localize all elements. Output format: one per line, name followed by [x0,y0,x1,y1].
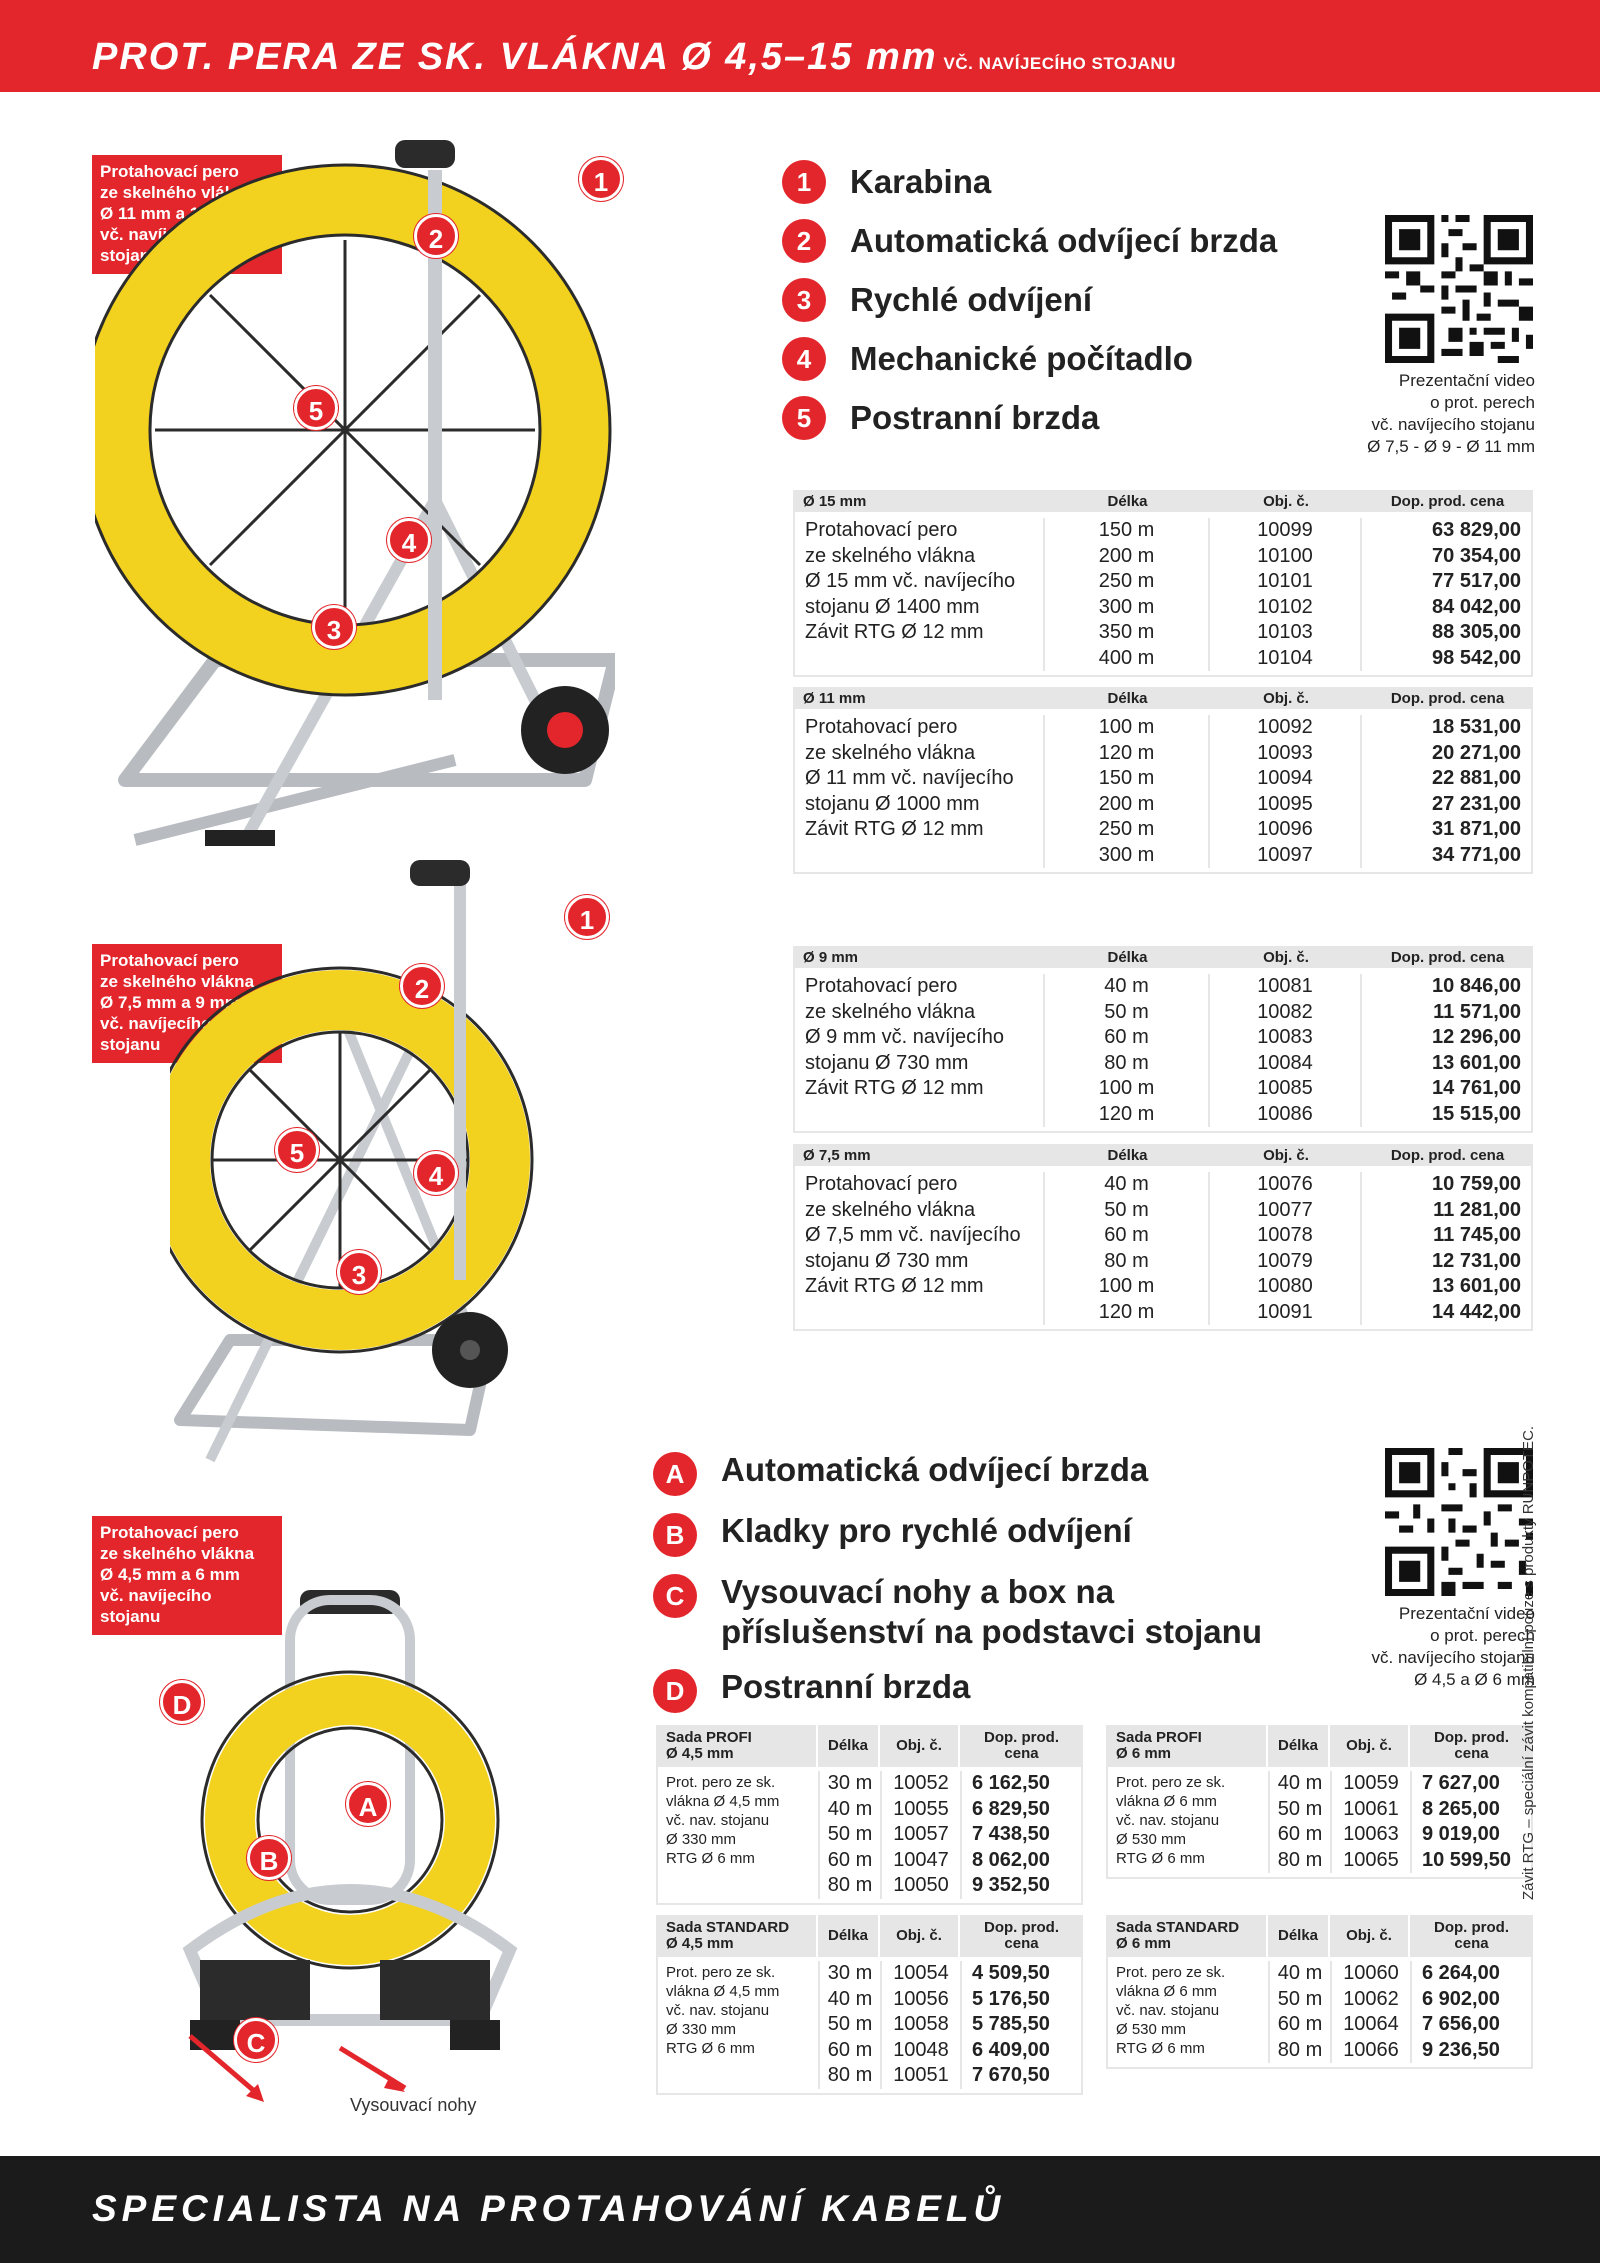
table-cell: 50 m [827,1823,873,1845]
feature-letter: B [653,1513,697,1557]
table-cell: 10084 [1257,1051,1313,1074]
feature-item [782,388,1277,447]
table-cell: Ø 9 mm vč. navíjecího [805,1026,1004,1048]
feature-text: Automatická odvíjecí brzda [850,221,1278,259]
table-cell: 7 670,50 [972,2064,1050,2086]
table-cell: 200 m [1098,544,1155,567]
table-cell: 100 m [1098,1077,1155,1099]
badge-large-1: 1 [579,157,623,201]
table-cell: 80 m [1277,1848,1323,1871]
table-cell: 50 m [1104,1000,1149,1023]
table-cell [795,843,1043,869]
table-cell: 10076 [1257,1173,1313,1195]
feature-letter: D [653,1669,697,1713]
table-cell: 250 m [1098,818,1155,840]
table-cell: 10102 [1257,595,1313,618]
table-cell: 350 m [1098,621,1155,643]
table-cell: 10056 [893,1987,949,2010]
set-table-standard-4-5mm [656,1915,1083,2095]
table-cell: 10064 [1343,2013,1399,2035]
table-cell: 5 785,50 [972,2013,1050,2035]
badge-small-b: B [247,1836,291,1880]
feature-item [653,1450,1321,1496]
table-cell: vč. nav. stojanu [1116,1812,1220,1829]
table-cell: 34 771,00 [1432,843,1521,866]
set-table-title: Sada STANDARD Ø 6 mm [1106,1915,1268,1957]
table-cell: RTG Ø 6 mm [1116,2040,1205,2057]
set-table-title: Sada PROFI Ø 4,5 mm [656,1725,818,1767]
feature-item [782,329,1277,388]
table-cell: 13 601,00 [1432,1051,1521,1074]
label-medium-reel: Protahovací pero ze skelného vlákna Ø 7,5 mm a 9 mm vč. navíjecího stojanu [92,944,282,1063]
table-cell: 50 m [1104,1198,1149,1221]
table-header-cell: Dop. prod. cena [1390,689,1505,707]
table-cell: 6 902,00 [1422,1987,1500,2010]
feature-text: Vysouvací nohy a box na příslušenství na podstavci stojanu [721,1573,1262,1650]
table-cell: 40 m [1104,975,1149,997]
table-cell: 80 m [827,2064,873,2086]
set-table-title: Sada STANDARD Ø 4,5 mm [656,1915,818,1957]
table-cell: 10050 [893,1874,949,1896]
footer-bar [0,2156,1600,2263]
table-cell: 10095 [1257,792,1313,815]
table-cell: 11 281,00 [1433,1198,1521,1221]
page-title: PROT. PERA ZE SK. VLÁKNA Ø 4,5–15 mm VČ. NAVÍJECÍHO STOJANU [92,36,1176,78]
table-cell: 80 m [1104,1249,1149,1272]
table-cell: 18 531,00 [1432,716,1521,738]
table-11mm [793,687,1533,874]
feature-number: 2 [782,219,826,263]
table-cell: 63 829,00 [1432,519,1521,541]
table-cell: 9 019,00 [1422,1823,1500,1845]
table-cell: 400 m [1098,646,1155,669]
table-cell: 10080 [1257,1275,1313,1297]
table-cell: 10083 [1257,1026,1313,1048]
table-cell: vlákna Ø 4,5 mm [666,1983,780,2000]
table-cell: 10096 [1257,818,1313,840]
table-cell: 84 042,00 [1432,595,1521,618]
badge-medium-1: 1 [565,895,609,939]
table-cell: 150 m [1098,767,1155,789]
badge-large-3: 3 [312,605,356,649]
table-cell: 100 m [1098,1275,1155,1297]
table-cell: 40 m [1104,1173,1149,1195]
table-cell: ze skelného vlákna [805,544,976,567]
table-cell: 98 542,00 [1432,646,1521,669]
caption-extending-legs: Vysouvací nohy [350,2095,477,2115]
table-cell [795,646,1043,672]
table-cell: 7 438,50 [972,1823,1050,1845]
feature-list-numbered [782,152,1277,447]
table-cell: RTG Ø 6 mm [1116,1850,1205,1867]
feature-item [653,1667,1321,1713]
table-header-cell: Délka [1107,492,1148,510]
feature-item [782,270,1277,329]
table-cell: Závit RTG Ø 12 mm [805,1077,984,1099]
table-cell: 10078 [1257,1224,1313,1246]
feature-letter: C [653,1574,697,1618]
table-cell: 300 m [1098,595,1155,618]
table-cell: 60 m [1104,1026,1149,1048]
table-cell: 40 m [827,1987,873,2010]
table-cell: 31 871,00 [1432,818,1521,840]
table-cell: 10094 [1257,767,1313,789]
label-large-reel: Protahovací pero ze skelného vlákna Ø 11 mm a 15 mm vč. navíjecího stojanu [92,155,282,274]
table-cell: stojanu Ø 1000 mm [805,792,980,815]
table-cell: Protahovací pero [805,716,958,738]
table-cell: vlákna Ø 6 mm [1116,1983,1217,2000]
table-cell: 14 442,00 [1432,1300,1521,1323]
feature-text: Postranní brzda [721,1668,971,1705]
table-cell: 10051 [893,2064,949,2086]
feature-number: 3 [782,278,826,322]
table-cell: 12 731,00 [1432,1249,1521,1272]
table-cell: 14 761,00 [1432,1077,1521,1099]
table-title: Ø 15 mm [803,492,867,510]
table-cell: Ø 11 mm vč. navíjecího [805,767,1014,789]
table-header-cell: Délka [1268,1915,1330,1957]
table-cell: 300 m [1098,843,1155,866]
table-header-cell: Dop. prod. cena [1390,948,1505,966]
table-cell: stojanu Ø 730 mm [805,1051,969,1074]
table-cell: 60 m [827,1848,873,1871]
table-cell: 120 m [1098,1102,1155,1125]
feature-item [653,1511,1321,1557]
table-cell: 10101 [1257,570,1313,592]
table-cell: 30 m [827,1962,873,1984]
table-title: Ø 11 mm [803,689,866,707]
table-cell: 10061 [1343,1797,1399,1820]
table-cell: 10066 [1343,2038,1399,2061]
table-header-cell: Délka [818,1725,880,1767]
feature-text: Mechanické počítadlo [850,339,1193,377]
table-header-cell: Obj. č. [1263,492,1309,510]
set-table-title: Sada PROFI Ø 6 mm [1106,1725,1268,1767]
table-cell: 8 062,00 [972,1848,1050,1871]
table-cell: 10091 [1257,1300,1313,1323]
table-cell: Závit RTG Ø 12 mm [805,1275,984,1297]
table-cell: vlákna Ø 6 mm [1116,1793,1217,1810]
table-cell: 10062 [1343,1987,1399,2010]
table-cell: 88 305,00 [1432,621,1521,643]
table-header-cell: Obj. č. [1330,1725,1410,1767]
table-header-cell: Obj. č. [1330,1915,1410,1957]
badge-large-2: 2 [414,214,458,258]
table-cell: 200 m [1098,792,1155,815]
badge-medium-3: 3 [337,1250,381,1294]
table-cell: 10058 [893,2013,949,2035]
table-cell: 10082 [1257,1000,1313,1023]
set-table-profi-6mm [1106,1725,1533,1879]
table-cell: 60 m [1277,2013,1323,2035]
table-cell: 100 m [1098,716,1155,738]
table-header-cell: Obj. č. [1263,948,1309,966]
table-cell: Protahovací pero [805,1173,958,1195]
table-cell: 250 m [1098,570,1155,592]
table-cell: 60 m [1277,1823,1323,1845]
table-cell: 27 231,00 [1432,792,1521,815]
table-cell: vlákna Ø 4,5 mm [666,1793,780,1810]
set-table-profi-4-5mm [656,1725,1083,1905]
table-7-5mm [793,1144,1533,1331]
table-cell: 10093 [1257,741,1313,764]
badge-medium-2: 2 [400,964,444,1008]
table-cell: Ø 530 mm [1116,1831,1187,1848]
table-cell: 10 599,50 [1422,1848,1511,1871]
table-cell: 10055 [893,1797,949,1820]
feature-letter: A [653,1452,697,1496]
table-cell: Závit RTG Ø 12 mm [805,818,984,840]
table-cell: 77 517,00 [1432,570,1521,592]
table-9mm [793,946,1533,1133]
table-cell: Ø 15 mm vč. navíjecího [805,570,1016,592]
table-cell: 22 881,00 [1432,767,1521,789]
table-cell: Ø 530 mm [1116,2021,1187,2038]
feature-item [653,1572,1321,1652]
table-cell: 50 m [827,2013,873,2035]
table-cell: 10 846,00 [1432,975,1521,997]
table-cell: ze skelného vlákna [805,1198,976,1221]
table-cell: 11 745,00 [1433,1224,1521,1246]
table-cell: 8 265,00 [1422,1797,1500,1820]
feature-text: Karabina [850,162,992,200]
table-cell [795,1102,1043,1128]
badge-small-d: D [160,1680,204,1724]
table-cell: ze skelného vlákna [805,741,976,764]
table-cell: 10077 [1257,1198,1313,1221]
table-cell: vč. nav. stojanu [1116,2002,1220,2019]
table-cell: Protahovací pero [805,975,958,997]
table-cell: 70 354,00 [1432,544,1521,567]
feature-number: 4 [782,337,826,381]
table-header-cell: Obj. č. [880,1725,960,1767]
feature-text: Rychlé odvíjení [850,280,1093,318]
table-cell: 40 m [1277,1962,1323,1984]
table-cell: 60 m [1104,1224,1149,1246]
table-cell: 6 162,50 [972,1772,1050,1794]
table-header-cell: Obj. č. [1263,1146,1309,1164]
table-cell: 10065 [1343,1848,1399,1871]
table-cell: 150 m [1098,519,1155,541]
table-cell: 10054 [893,1962,949,1984]
side-note: Závit RTG – speciální závit kompatibilní pouze s produkty RUNPOTEC. [1520,1425,1537,1900]
feature-number: 5 [782,396,826,440]
table-cell: 10086 [1257,1102,1313,1125]
feature-text: Automatická odvíjecí brzda [721,1451,1149,1488]
table-cell: Prot. pero ze sk. [666,1964,776,1981]
table-header-cell: Obj. č. [1263,689,1309,707]
table-cell: Prot. pero ze sk. [666,1774,776,1791]
table-cell: 10081 [1257,975,1313,997]
badge-medium-4: 4 [414,1151,458,1195]
table-cell: stojanu Ø 730 mm [805,1249,969,1272]
table-header-cell: Délka [1107,1146,1148,1164]
table-cell: 6 409,00 [972,2038,1050,2061]
table-header-cell: Dop. prod. cena [1434,1729,1509,1762]
table-cell: RTG Ø 6 mm [666,1850,755,1867]
table-cell: 10099 [1257,519,1313,541]
table-cell: 10063 [1343,1823,1399,1845]
table-header-cell: Dop. prod. cena [1390,492,1505,510]
table-cell: 5 176,50 [972,1987,1050,2010]
table-cell: 10104 [1257,646,1313,669]
footer-title: SPECIALISTA NA PROTAHOVÁNÍ KABELŮ [92,2188,1006,2229]
qr-caption-bottom: Prezentační video o prot. perech vč. navíjecího stojanu Ø 4,5 a Ø 6 mm [1371,1604,1535,1689]
table-cell: vč. nav. stojanu [666,2002,770,2019]
table-header-cell: Dop. prod. cena [1434,1919,1509,1952]
table-cell: 9 236,50 [1422,2038,1500,2061]
table-cell: 10092 [1257,716,1313,738]
badge-small-c: C [234,2018,278,2062]
table-cell: 11 571,00 [1433,1000,1521,1023]
table-cell: 10079 [1257,1249,1313,1272]
table-header-cell: Dop. prod. cena [1390,1146,1505,1164]
label-small-reel: Protahovací pero ze skelného vlákna Ø 4,5 mm a 6 mm vč. navíjecího stojanu [92,1516,282,1635]
table-title: Ø 9 mm [803,948,859,966]
table-cell: 120 m [1098,1300,1155,1323]
table-header-cell: Délka [818,1915,880,1957]
table-cell: Ø 330 mm [666,2021,737,2038]
table-cell: Ø 7,5 mm vč. navíjecího [805,1224,1021,1246]
table-title: Ø 7,5 mm [803,1146,871,1164]
table-cell: 10060 [1343,1962,1399,1984]
table-cell: 7 656,00 [1422,2013,1500,2035]
table-cell: 10 759,00 [1432,1173,1521,1195]
table-cell: 7 627,00 [1422,1772,1500,1794]
table-cell: 80 m [1104,1051,1149,1074]
table-cell: 40 m [1277,1772,1323,1794]
table-cell: 20 271,00 [1432,741,1521,764]
page-subtitle: VČ. NAVÍJECÍHO STOJANU [943,54,1176,73]
table-cell: 12 296,00 [1432,1026,1521,1048]
set-table-standard-6mm [1106,1915,1533,2069]
table-cell: 13 601,00 [1432,1275,1521,1297]
table-cell: 80 m [827,1874,873,1896]
table-cell: 10100 [1257,544,1313,567]
table-cell: 10059 [1343,1772,1399,1794]
table-cell: 30 m [827,1772,873,1794]
table-cell: 10097 [1257,843,1313,866]
large-reel-image [95,140,615,880]
feature-list-lettered [653,1450,1321,1728]
table-15mm [793,490,1533,677]
feature-item [782,152,1277,211]
table-cell: 50 m [1277,1987,1323,2010]
table-header-cell: Délka [1268,1725,1330,1767]
table-cell: stojanu Ø 1400 mm [805,595,980,618]
qr-caption-top: Prezentační video o prot. perech vč. navíjecího stojanu Ø 7,5 - Ø 9 - Ø 11 mm [1367,371,1535,456]
table-cell: 10052 [893,1772,949,1794]
table-cell: 9 352,50 [972,1874,1050,1896]
table-cell: Protahovací pero [805,519,958,541]
table-cell: 80 m [1277,2038,1323,2061]
table-cell: ze skelného vlákna [805,1000,976,1023]
badge-small-a: A [346,1782,390,1826]
table-cell: 50 m [1277,1797,1323,1820]
table-cell: Závit RTG Ø 12 mm [805,621,984,643]
table-cell: Ø 330 mm [666,1831,737,1848]
badge-large-4: 4 [387,518,431,562]
table-cell: vč. nav. stojanu [666,1812,770,1829]
table-cell: 10047 [893,1848,949,1871]
table-cell: 10085 [1257,1077,1313,1099]
qr-code-top[interactable] [1385,215,1533,363]
table-header-cell: Délka [1107,948,1148,966]
table-cell: 15 515,00 [1432,1102,1521,1125]
header-bar [0,0,1600,92]
table-cell: 6 829,50 [972,1797,1050,1820]
medium-reel-image [170,860,550,1480]
table-header-cell: Dop. prod. cena [984,1729,1059,1762]
table-cell: RTG Ø 6 mm [666,2040,755,2057]
table-header-cell: Délka [1107,689,1148,707]
table-cell: 4 509,50 [972,1962,1050,1984]
table-cell: 10103 [1257,621,1313,643]
feature-text: Postranní brzda [850,398,1100,436]
table-cell [795,1300,1043,1326]
feature-text: Kladky pro rychlé odvíjení [721,1512,1132,1549]
table-cell: 40 m [827,1797,873,1820]
badge-large-5: 5 [294,386,338,430]
table-header-cell: Obj. č. [880,1915,960,1957]
small-reel-image [150,1590,530,2090]
table-cell: 6 264,00 [1422,1962,1500,1984]
table-cell: 10048 [893,2038,949,2061]
table-cell: 60 m [827,2038,873,2061]
table-cell: 10057 [893,1823,949,1845]
qr-code-bottom[interactable] [1385,1448,1533,1596]
feature-number: 1 [782,160,826,204]
feature-item [782,211,1277,270]
table-cell: 120 m [1098,741,1155,764]
table-cell: Prot. pero ze sk. [1116,1964,1226,1981]
badge-medium-5: 5 [275,1128,319,1172]
table-header-cell: Dop. prod. cena [984,1919,1059,1952]
table-cell: Prot. pero ze sk. [1116,1774,1226,1791]
